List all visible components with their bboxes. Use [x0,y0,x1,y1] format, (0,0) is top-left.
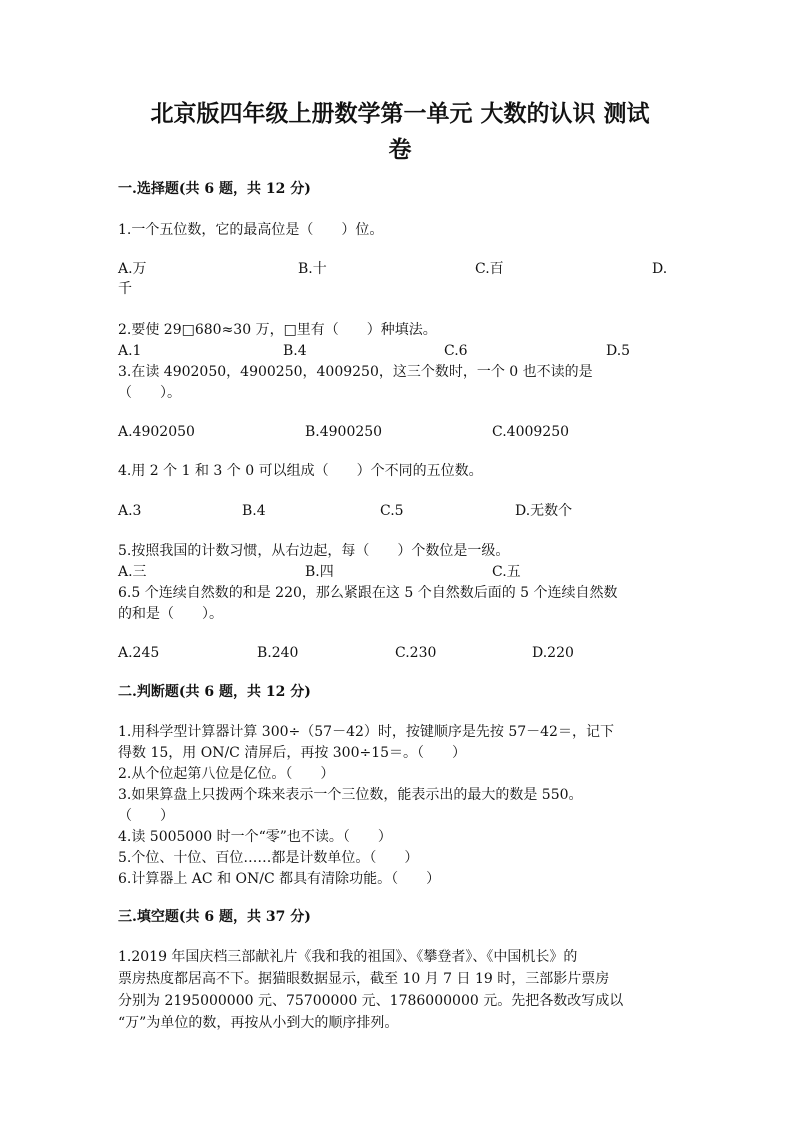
option-a: A.三 [118,564,147,580]
option-b: B.240 [257,645,299,661]
judge-line: 2.从个位起第八位是亿位。（ ） [118,766,335,782]
option-a: A.3 [118,503,142,519]
question-stem: 4.用 2 个 1 和 3 个 0 可以组成（ ）个不同的五位数。 [118,463,483,479]
fill-line: 分别为 2195000000 元、75700000 元、1786000000 元。先把各数改写成以 [118,993,624,1009]
option-d-continued: 千 [118,281,132,297]
option-b: B.四 [305,564,334,580]
judge-line: 1.用科学型计算器计算 300÷（57－42）时，按键顺序是先按 57－42＝，记下 [118,724,614,740]
option-c: C.6 [444,343,468,359]
option-d: D.220 [532,645,574,661]
section-heading-judge: 二.判断题(共 6 题，共 12 分) [118,684,311,700]
fill-line: 1.2019 年国庆档三部献礼片《我和我的祖国》、《攀登者》、《中国机长》的 [118,949,578,965]
question-stem: 5.按照我国的计数习惯，从右边起，每（ ）个数位是一级。 [118,543,510,559]
judge-line: 3.如果算盘上只拨两个珠来表示一个三位数，能表示出的最大的数是 550。 [118,787,583,803]
fill-line: “万”为单位的数，再按从小到大的顺序排列。 [118,1015,399,1031]
question-stem: 6.5 个连续自然数的和是 220，那么紧跟在这 5 个自然数后面的 5 个连续自然数 [118,585,618,601]
section-heading-choice: 一.选择题(共 6 题，共 12 分) [118,181,311,197]
option-c: C.230 [395,645,437,661]
exam-title [120,96,680,168]
option-a: A.245 [118,645,160,661]
title-line-1: 北京版四年级上册数学第一单元 大数的认识 测试 [150,100,650,127]
option-a: A.万 [118,261,147,277]
option-d: D. [652,261,668,277]
option-b: B.十 [298,261,327,277]
question-stem: 3.在读 4902050，4900250，4009250，这三个数时，一个 0 也不读的是 [118,364,593,380]
option-c: C.4009250 [492,424,570,440]
option-a: A.1 [118,343,142,359]
judge-line: 5.个位、十位、百位……都是计数单位。（ ） [118,850,419,866]
judge-line: 4.读 5005000 时一个“零”也不读。（ ） [118,829,392,845]
title-line-2: 卷 [388,136,412,163]
question-stem: 1.一个五位数，它的最高位是（ ）位。 [118,222,384,238]
option-c: C.五 [492,564,521,580]
question-stem-continued: 的和是（ ）。 [118,606,223,622]
option-b: B.4900250 [305,424,383,440]
option-c: C.5 [380,503,404,519]
question-stem-continued: （ ）。 [118,385,181,401]
fill-line: 票房热度都居高不下。据猫眼数据显示，截至 10 月 7 日 19 时，三部影片票房 [118,971,610,987]
option-d: D.无数个 [515,503,573,519]
option-b: B.4 [242,503,266,519]
option-b: B.4 [283,343,307,359]
option-d: D.5 [606,343,631,359]
judge-line: 得数 15，用 ON/C 清屏后，再按 300÷15＝。（ ） [118,745,467,761]
judge-line: （ ） [118,808,174,824]
option-c: C.百 [475,261,504,277]
option-a: A.4902050 [118,424,195,440]
section-heading-fill: 三.填空题(共 6 题，共 37 分) [118,909,311,925]
question-stem: 2.要使 29□680≈30 万，□里有（ ）种填法。 [118,322,437,338]
judge-line: 6.计算器上 AC 和 ON/C 都具有清除功能。（ ） [118,871,441,887]
